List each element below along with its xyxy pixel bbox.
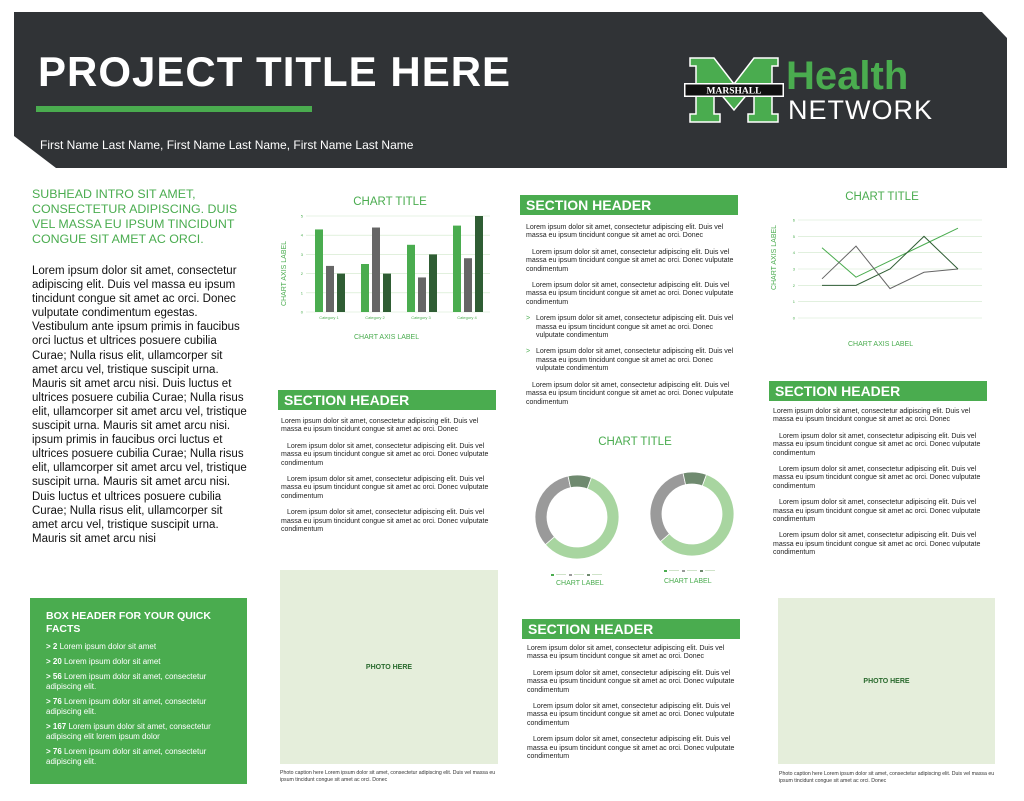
photo-label-1: PHOTO HERE — [365, 663, 413, 671]
section-1-header: SECTION HEADER — [278, 390, 496, 410]
bar-mark — [453, 226, 461, 312]
intro-body-text: Lorem ipsum dolor sit amet, consectetur adipiscing elit. Duis vel massa eu ipsum tincidunt congue sit amet ac orci. Donec vulputate condimentum egestas. Vestibulum ante ipsum primis in faucibus orci luctus et ultrices posuere cubilia Curae; Nulla risus elit, ullamcorper sit amet arcu vel, tristique suscipit urna. Mauris sit amet arcu nisi. Duis luctus et ultrices posuere cubilia Curae; Nulla risus elit, ullamcorper sit amet arcu vel, tristique suscipit urna. Mauris sit amet arcu nisi. ipsum primis in faucibus orci luctus et ultrices posuere cubilia Curae; Nulla risus elit, ullamcorper sit amet arcu vel, tristique suscipit urna. Mauris sit amet arcu nisi. Duis luctus et ultrices posuere cubilia Curae; Nulla risus elit, ullamcorper sit amet arcu vel, tristique suscipit urna. Mauris sit amet arcu nisi — [32, 265, 247, 545]
line-chart-title: CHART TITLE — [845, 191, 919, 203]
quick-fact-item: > 2 Lorem ipsum dolor sit amet — [46, 642, 157, 651]
donut-label-1: CHART LABEL — [556, 580, 604, 587]
section-paragraph: Lorem ipsum dolor sit amet, consectetur adipiscing elit. Duis vel massa eu ipsum tincidunt congue sit amet ac orci. Donec vulputate condimentum — [773, 499, 981, 524]
section-4-body — [773, 408, 989, 566]
line-y-tick: 2 — [792, 282, 795, 288]
bar-x-tick: Category 1 — [319, 315, 339, 320]
section-paragraph: Lorem ipsum dolor sit amet, consectetur adipiscing elit. Duis vel massa eu ipsum tincidunt congue sit amet ac orci. Donec vulputate condimentum — [526, 381, 734, 406]
section-paragraph: Lorem ipsum dolor sit amet, consectetur adipiscing elit. Duis vel massa eu ipsum tincidunt congue sit amet ac orci. Donec — [773, 408, 971, 424]
section-2-body — [526, 224, 740, 415]
photo-caption-1: Photo caption here Lorem ipsum dolor sit amet, consectetur adipiscing elit. Duis vel massa eu ipsum tincidunt congue sit amet ac orci. Donec — [280, 770, 496, 783]
donut-chart-title: CHART TITLE — [598, 436, 672, 448]
line-y-tick: 5 — [792, 233, 795, 239]
bar-x-tick: Category 3 — [411, 315, 431, 320]
bar-mark — [383, 274, 391, 312]
marshall-m-logo-icon — [684, 56, 784, 124]
donut-chart-1 — [526, 466, 628, 568]
donut-legend-2 — [662, 568, 722, 574]
logo-m-text: MARSHALL — [706, 86, 762, 97]
donut-label-2: CHART LABEL — [664, 578, 712, 585]
title-underline — [36, 106, 312, 112]
page-title: PROJECT TITLE HERE — [38, 48, 512, 95]
section-paragraph: Lorem ipsum dolor sit amet, consectetur adipiscing elit. Duis vel massa eu ipsum tincidunt congue sit amet ac orci. Donec vulputate condimentum — [281, 476, 489, 500]
section-paragraph: Lorem ipsum dolor sit amet, consectetur adipiscing elit. Duis vel massa eu ipsum tincidunt congue sit amet ac orci. Donec vulputate condimentum — [773, 532, 981, 557]
line-y-tick: 0 — [792, 315, 795, 321]
bar-chart-ylabel: CHART AXIS LABEL — [281, 240, 289, 307]
line-y-tick: 3 — [792, 266, 795, 272]
section-paragraph: Lorem ipsum dolor sit amet, consectetur adipiscing elit. Duis vel massa eu ipsum tincidunt congue sit amet ac orci. Donec vulputate condimentum — [773, 466, 981, 490]
section-3-body — [527, 645, 741, 769]
photo-placeholder-1 — [280, 570, 498, 764]
bar-y-tick: 3 — [300, 251, 303, 257]
line-y-tick: 4 — [792, 250, 795, 256]
bar-y-tick: 1 — [300, 290, 303, 296]
donut-slice — [650, 473, 686, 542]
section-paragraph: Lorem ipsum dolor sit amet, consectetur adipiscing elit. Duis vel massa eu ipsum tincidunt congue sit amet ac orci. Donec vulputate condimentum — [527, 669, 735, 694]
section-paragraph: Lorem ipsum dolor sit amet, consectetur adipiscing elit. Duis vel massa eu ipsum tincidunt congue sit amet ac orci. Donec vulputate condimentum — [773, 432, 981, 457]
bar-mark — [429, 254, 437, 312]
donut-legend-1 — [549, 572, 609, 578]
section-paragraph: Lorem ipsum dolor sit amet, consectetur adipiscing elit. Duis vel massa eu ipsum tincidunt congue sit amet ac orci. Donec — [281, 418, 479, 434]
quick-fact-item: > 20 Lorem ipsum dolor sit amet — [46, 657, 161, 666]
line-chart-xlabel: CHART AXIS LABEL — [848, 341, 914, 348]
quick-facts-list — [46, 642, 235, 767]
donut-slice — [683, 472, 706, 486]
section-3-header: SECTION HEADER — [522, 619, 740, 639]
bar-x-tick: Category 2 — [365, 315, 385, 320]
section-paragraph: Lorem ipsum dolor sit amet, consectetur adipiscing elit. Duis vel massa eu ipsum tincidunt congue sit amet ac orci. Donec vulputate condimentum — [526, 248, 734, 273]
quick-facts-header: BOX HEADER FOR YOUR QUICK FACTS — [46, 610, 211, 635]
bar-chart-title: CHART TITLE — [353, 196, 427, 208]
donut-slice — [535, 476, 571, 545]
bar-mark — [475, 216, 483, 312]
bar-chart-xlabel: CHART AXIS LABEL — [354, 334, 420, 341]
author-list: First Name Last Name, First Name Last Name, First Name Last Name — [40, 138, 414, 152]
bar-y-tick: 4 — [300, 232, 303, 238]
quick-fact-item: > 167 Lorem ipsum dolor sit amet, consectetur adipiscing elit lorem ipsum dolor — [46, 722, 211, 741]
quick-fact-item: > 76 Lorem ipsum dolor sit amet, consectetur adipiscing elit. — [46, 697, 207, 716]
bar-mark — [326, 266, 334, 312]
photo-placeholder-2 — [778, 598, 995, 764]
bar-y-tick: 0 — [300, 309, 303, 315]
bar-mark — [407, 245, 415, 312]
bar-mark — [361, 264, 369, 312]
bullet-chevron-icon: > — [526, 348, 531, 356]
line-y-tick: 1 — [792, 299, 795, 305]
quick-facts-box — [30, 598, 247, 784]
logo-health-text: Health — [786, 54, 909, 98]
bar-x-tick: Category 4 — [457, 315, 477, 320]
line-chart — [786, 214, 986, 326]
section-paragraph: Lorem ipsum dolor sit amet, consectetur adipiscing elit. Duis vel massa eu ipsum tincidunt congue sit amet ac orci. Donec vulputate condimentum — [526, 282, 734, 306]
bar-mark — [315, 229, 323, 312]
donut-slice — [568, 475, 591, 489]
line-chart-ylabel: CHART AXIS LABEL — [771, 224, 779, 291]
section-paragraph: Lorem ipsum dolor sit amet, consectetur adipiscing elit. Duis vel massa eu ipsum tincidunt congue sit amet ac orci. Donec vulputate condimentum — [527, 736, 735, 761]
section-paragraph: Lorem ipsum dolor sit amet, consectetur adipiscing elit. Duis vel massa eu ipsum tincidunt congue sit amet ac orci. Donec vulputate condimentum — [281, 442, 489, 467]
bar-mark — [418, 277, 426, 312]
quick-fact-item: > 76 Lorem ipsum dolor sit amet, consectetur adipiscing elit. — [46, 747, 207, 766]
bar-chart — [290, 210, 500, 326]
bar-y-tick: 5 — [300, 213, 303, 219]
bar-mark — [464, 258, 472, 312]
bar-y-tick: 2 — [300, 271, 303, 277]
section-paragraph: Lorem ipsum dolor sit amet, consectetur adipiscing elit. Duis vel massa eu ipsum tincidunt congue sit amet ac orci. Donec — [526, 224, 724, 240]
section-1-body — [281, 418, 497, 542]
section-paragraph: Lorem ipsum dolor sit amet, consectetur adipiscing elit. Duis vel massa eu ipsum tincidunt congue sit amet ac orci. Donec vulputate condimentum — [281, 509, 489, 534]
intro-subhead: SUBHEAD INTRO SIT AMET, CONSECTETUR ADIPISCING. DUIS VEL MASSA EU IPSUM TINCIDUNT CONGUE SIT AMET AC ORCI. — [32, 187, 238, 246]
section-2-header: SECTION HEADER — [520, 195, 738, 215]
logo-network-text: NETWORK — [788, 95, 933, 125]
section-paragraph: Lorem ipsum dolor sit amet, consectetur adipiscing elit. Duis vel massa eu ipsum tincidunt congue sit amet ac orci. Donec — [527, 645, 725, 661]
section-paragraph: Lorem ipsum dolor sit amet, consectetur adipiscing elit. Duis vel massa eu ipsum tincidunt congue sit amet ac orci. Donec vulputate condimentum — [527, 703, 735, 727]
bullet-chevron-icon: > — [526, 315, 531, 323]
quick-fact-item: > 56 Lorem ipsum dolor sit amet, consectetur adipiscing elit. — [46, 672, 207, 691]
line-y-tick: 6 — [792, 217, 795, 223]
donut-chart-2 — [641, 463, 743, 565]
section-bullet-item: > Lorem ipsum dolor sit amet, consectetur adipiscing elit. Duis vel massa eu ipsum tincidunt congue sit amet ac orci. Donec vulputate condimentum — [526, 348, 734, 373]
bar-mark — [337, 274, 345, 312]
section-4-header: SECTION HEADER — [769, 381, 987, 401]
bar-mark — [372, 228, 380, 312]
photo-label-2: PHOTO HERE — [863, 677, 910, 685]
section-bullet-item: > Lorem ipsum dolor sit amet, consectetur adipiscing elit. Duis vel massa eu ipsum tincidunt congue sit amet ac orci. Donec vulputate condimentum — [526, 315, 734, 340]
photo-caption-2: Photo caption here Lorem ipsum dolor sit amet, consectetur adipiscing elit. Duis vel massa eu ipsum tincidunt congue sit amet ac orci. Donec — [779, 771, 995, 784]
